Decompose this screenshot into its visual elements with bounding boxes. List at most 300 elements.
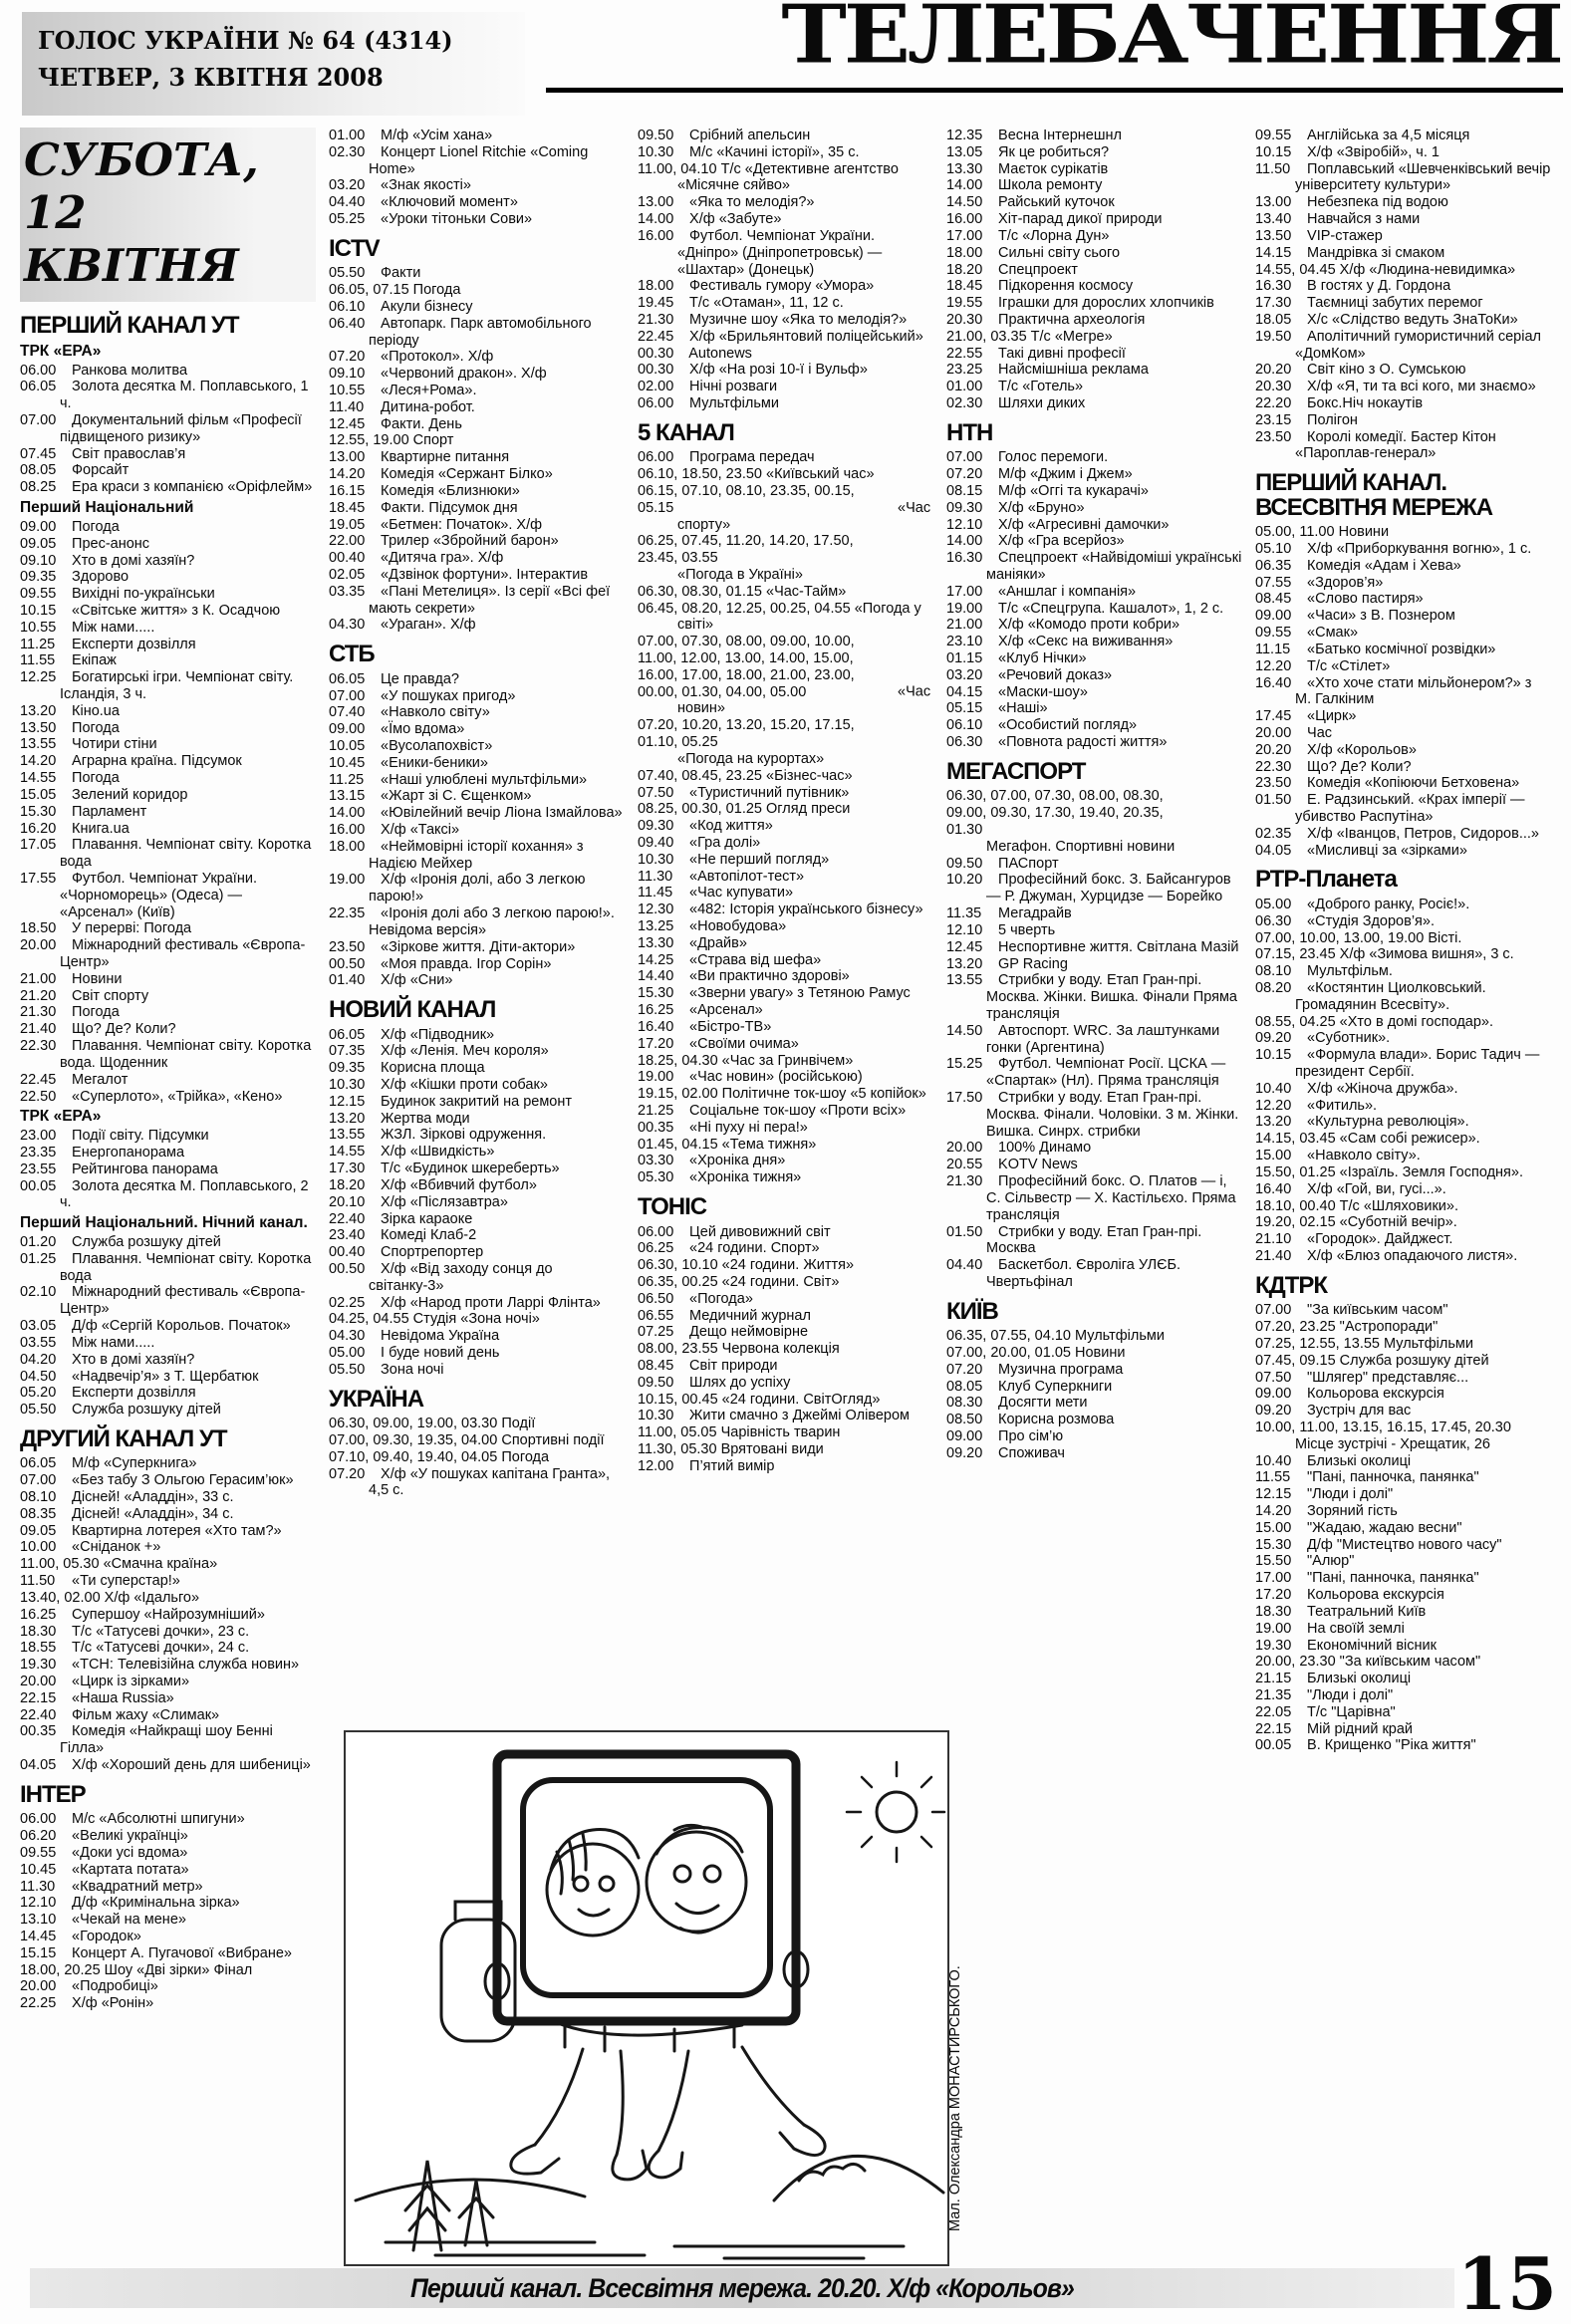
- listing-row: [1255, 980, 1551, 1014]
- listing-title: Т/с «Детективне агентство «Місячне сяйво»: [677, 160, 899, 194]
- listing-title: «Не перший погляд»: [689, 851, 830, 868]
- listing-title: Дещо неймовірне: [689, 1324, 809, 1341]
- listing-row: [946, 1140, 1242, 1157]
- listing-time: 08.50: [946, 1412, 983, 1428]
- channel-heading: ICTV: [329, 234, 380, 262]
- listing-time: 04.30: [329, 1328, 366, 1345]
- listing-row: [20, 821, 316, 838]
- listing-row: [329, 449, 625, 466]
- listing-row: [20, 1690, 316, 1707]
- listing-time: 23.50: [1255, 428, 1292, 445]
- listing-time: 14.00: [946, 533, 983, 550]
- listing-time: 07.50: [1255, 1369, 1292, 1386]
- listing-row: [20, 1145, 316, 1162]
- listing-row: [1255, 759, 1551, 776]
- listing-time: 20.00, 23.30: [1255, 1654, 1336, 1671]
- listing-title: Х/ф «Приборкування вогню», 1 с.: [1307, 541, 1532, 557]
- listing-time: 21.30: [946, 1173, 983, 1190]
- listing-row: [638, 379, 933, 395]
- listing-title: «Уроки тітоньки Сови»: [381, 211, 533, 228]
- listing-time: 12.55, 19.00: [329, 432, 409, 449]
- listing-title: Полігон: [1307, 411, 1358, 428]
- listing-time: 06.30: [1255, 912, 1292, 929]
- listing-time: 06.25: [638, 1240, 674, 1257]
- listing-title: Плавання. Чемпіонат світу. Коротка вода: [60, 837, 312, 871]
- listing-time: 11.55: [1255, 1469, 1291, 1486]
- listing-row: [1255, 675, 1551, 709]
- listing-title: Мій рідний край: [1307, 1720, 1414, 1737]
- listing-row: [638, 835, 933, 852]
- listing-row: [946, 634, 1242, 650]
- listing-row: [946, 194, 1242, 211]
- listing-row: [946, 161, 1242, 178]
- listing-time: 18.45: [946, 278, 983, 295]
- listing-time: 10.00: [20, 1539, 57, 1556]
- listing-row: [1255, 211, 1551, 228]
- listing-row: [1255, 312, 1551, 329]
- listing-title: Підкорення космосу: [998, 278, 1134, 295]
- listing-time: 23.50: [329, 938, 366, 955]
- listing-time: 13.55: [329, 1127, 366, 1144]
- listing-time: 09.05: [20, 535, 57, 552]
- listing-time: 16.00: [638, 227, 674, 244]
- listing-title: «Хто в домі господар».: [1339, 1013, 1494, 1030]
- listing-time: 11.25: [329, 771, 365, 788]
- listing-title: Мегафон. Спортивні новини: [986, 838, 1176, 855]
- listing-row: [329, 1261, 625, 1295]
- listing-title: Х/ф «Бруно»: [998, 499, 1085, 516]
- listing-row: [638, 1240, 933, 1257]
- listing-title: Соціальне ток-шоу «Проти всіх»: [689, 1102, 907, 1119]
- listing-time: 09.50: [946, 855, 983, 872]
- listing-title: «Навколо світу»: [381, 704, 490, 721]
- listing-time: 06.00: [20, 362, 57, 379]
- channel-heading: СТБ: [329, 641, 375, 668]
- listing-time: 10.40: [1255, 1452, 1292, 1469]
- listing-time: 23.00: [20, 1128, 57, 1145]
- listing-time: 13.40, 02.00: [20, 1589, 101, 1606]
- listing-time: 18.25, 04.30: [638, 1052, 718, 1069]
- listing-title: Вихідні по-українськи: [72, 586, 215, 603]
- listing-row: [329, 1295, 625, 1312]
- listing-time: 02.30: [329, 143, 366, 160]
- listing-title: «Маски-шоу»: [998, 683, 1088, 700]
- listing-row: [20, 1539, 316, 1556]
- listing-time: 15.30: [20, 803, 57, 820]
- listing-title: Чарівність тварин: [720, 1424, 841, 1441]
- listing-title: «Світське життя» з К. Осадчою: [72, 602, 281, 619]
- listing-title: Т/с «Готель»: [998, 379, 1084, 395]
- channel-heading: РТР-Планета: [1255, 866, 1397, 894]
- listing-title: «Ізраїль. Земля Господня».: [1339, 1163, 1523, 1180]
- listing-time: 14.55, 04.45: [1255, 261, 1336, 278]
- listing-time: 01.50: [946, 1223, 983, 1240]
- listing-time: 19.45: [638, 295, 674, 312]
- listing-time: 00.05: [20, 1177, 57, 1194]
- listing-time: 11.00, 04.10: [638, 160, 717, 177]
- listing-title: Квартирна лотерея «Хто там?»: [72, 1522, 282, 1539]
- listing-title: Навчайся з нами: [1307, 211, 1421, 228]
- listing-row: [20, 519, 316, 536]
- listing-row: [1255, 1353, 1551, 1370]
- listing-row: [20, 462, 316, 479]
- listing-row: [638, 852, 933, 869]
- listing-title: «Сніданок +»: [72, 1539, 161, 1556]
- listing-row: [946, 550, 1242, 584]
- listing-title: «Смачна країна»: [103, 1556, 218, 1573]
- listing-row: [638, 449, 933, 466]
- listing-time: 22.45: [638, 328, 674, 345]
- listing-title: «Леся+Рома».: [381, 383, 477, 399]
- listing-row: [20, 937, 316, 971]
- day-title-line2: 12 КВІТНЯ: [24, 186, 239, 293]
- listing-row: [20, 1640, 316, 1657]
- listing-row: [1255, 1469, 1551, 1486]
- listing-row: [946, 517, 1242, 534]
- listing-row: [1255, 1486, 1551, 1503]
- listing-time: 14.50: [946, 1022, 983, 1039]
- section-heading: Перший Національний. Нічний канал.: [20, 1214, 308, 1232]
- listing-title: Економічний вісник: [1307, 1637, 1437, 1654]
- listing-title: «Ти суперстар!»: [72, 1573, 180, 1590]
- listing-title: Золота десятка М. Поплавського, 2 ч.: [60, 1177, 309, 1211]
- listing-row: [1255, 429, 1551, 463]
- listing-title: «Наша Russia»: [72, 1689, 174, 1706]
- listing-title: Програма передач: [689, 449, 815, 466]
- masthead: [22, 12, 525, 116]
- listing-title: Автопарк. Парк автомобільного періоду: [369, 315, 592, 349]
- listing-row: [638, 1375, 933, 1392]
- listing-time: 17.55: [20, 870, 57, 887]
- listing-title: «Смак»: [1307, 625, 1359, 642]
- listing-time: 18.30: [1255, 1603, 1292, 1620]
- listing-time: 06.10: [946, 717, 983, 734]
- listing-title: «Навколо світу».: [1307, 1148, 1421, 1164]
- listing-row: [329, 1127, 625, 1144]
- listing-title: «24 години. Спорт»: [689, 1240, 820, 1257]
- listing-title: "Люди і долі": [1307, 1686, 1394, 1703]
- listing-row: [1255, 1520, 1551, 1537]
- listing-title: «Повнота радості життя»: [998, 734, 1168, 751]
- listing-time: 03.05: [20, 1318, 57, 1335]
- listing-time: 08.55, 04.25: [1255, 1013, 1336, 1030]
- listing-row: [1255, 963, 1551, 980]
- listing-row: [946, 856, 1242, 873]
- listing-row: [1255, 1537, 1551, 1554]
- listing-title: Факти: [381, 265, 421, 282]
- listing-time: 14.40: [638, 968, 674, 985]
- channel-heading: 5 КАНАЛ: [638, 418, 734, 446]
- listing-row: [1255, 295, 1551, 312]
- listing-row: [329, 738, 625, 755]
- listing-time: 06.30: [946, 734, 983, 751]
- listing-title: Х/ф «Комодо проти кобри»: [998, 617, 1180, 634]
- listing-title: Між нами.....: [72, 1334, 155, 1351]
- listing-title: Королі комедії. Бастер Кітон «Пароплав-генерал»: [1295, 428, 1496, 462]
- listing-time: 21.40: [20, 1021, 57, 1038]
- listing-time: 21.00: [946, 617, 983, 634]
- listing-title: Стрибки у воду. Етап Гран-прі. Москва. Фінали. Чоловіки. 3 м. Жінки. Вишка. Синрх. стрибки: [986, 1090, 1239, 1140]
- listing-title: "За київським часом": [1307, 1302, 1448, 1319]
- listing-row: [1255, 1621, 1551, 1638]
- listing-row: [946, 650, 1242, 667]
- listing-row: [638, 278, 933, 295]
- listing-row: [946, 295, 1242, 312]
- listing-title: Екіпаж: [72, 652, 117, 669]
- listing-title: Х/ф «Народ проти Ларрі Флінта»: [381, 1294, 601, 1311]
- listing-time: 10.15, 00.45: [638, 1391, 718, 1408]
- listing-row: [20, 1995, 316, 2012]
- listing-time: 18.45: [329, 499, 366, 516]
- listing-row: [20, 1757, 316, 1774]
- listing-row: [20, 1624, 316, 1641]
- listing-title: «Еники-беники»: [381, 754, 488, 771]
- listing-title: Таємниці забутих перемог: [1307, 295, 1483, 312]
- listing-title: Спецпроект «Найвідоміші українські маніяки»: [986, 550, 1242, 583]
- listing-row: [20, 837, 316, 871]
- listing-title: «Арсенал»: [689, 1002, 763, 1019]
- listing-row: [946, 395, 1242, 412]
- listing-title: М/ф «Оггі та кукарачі»: [998, 482, 1149, 499]
- listing-title: «Неймовірні історії кохання» з Надією Мейхер: [369, 838, 584, 872]
- listing-title: «Код життя»: [689, 818, 773, 835]
- listing-row: [20, 1335, 316, 1352]
- listing-title: Парламент: [72, 803, 147, 820]
- listing-time: 06.50: [638, 1290, 674, 1307]
- listing-title: Комедія «Найкращі шоу Бенні Гілла»: [60, 1723, 273, 1757]
- listing-row: [638, 935, 933, 952]
- listing-row: [20, 553, 316, 570]
- listing-row: [1255, 1503, 1551, 1520]
- listing-time: 11.40: [329, 398, 365, 415]
- listing-row: [20, 1962, 316, 1979]
- listing-row: [638, 1224, 933, 1241]
- listing-row: [1255, 1453, 1551, 1470]
- listing-row: [946, 717, 1242, 734]
- listing-row: [1255, 558, 1551, 575]
- listing-title: Футбол. Чемпіонат Росії. ЦСКА — «Спартак» (Нл). Пряма трансляція: [986, 1056, 1226, 1090]
- listing-row: [20, 1929, 316, 1945]
- listing-time: 05.15: [946, 700, 983, 717]
- listing-time: 04.20: [20, 1351, 57, 1368]
- listing-row: [1255, 1386, 1551, 1403]
- listing-title: «Городок». Дайджест.: [1307, 1231, 1453, 1248]
- listing-row: [946, 1157, 1242, 1173]
- day-title-line1: СУБОТА,: [24, 133, 259, 186]
- listing-time: 13.55: [946, 972, 983, 989]
- listing-time: 00.40: [329, 1244, 366, 1261]
- listing-row: [329, 211, 625, 228]
- listing-time: 10.15: [1255, 143, 1292, 160]
- listing-title: Професійний бокс. О. Платов — і, С. Сільвестр — Х. Кастільєхо. Пряма трансляція: [986, 1173, 1236, 1223]
- column-5: [1255, 128, 1551, 2261]
- listing-time: 11.55: [20, 652, 56, 669]
- listing-row: [20, 1178, 316, 1212]
- listing-title: Х/ф «Секс на виживання»: [998, 634, 1174, 650]
- listing-title: ПАСпорт: [998, 855, 1059, 872]
- listing-time: 10.45: [329, 754, 366, 771]
- cartoon-drawing: [346, 1732, 947, 2264]
- listing-title: «Своїми очима»: [689, 1035, 799, 1052]
- listing-row: [20, 1251, 316, 1285]
- listing-row: [329, 1211, 625, 1228]
- section-heading: ТРК «ЕРА»: [20, 342, 102, 360]
- listing-time: 09.35: [329, 1060, 366, 1077]
- listing-row: [1255, 930, 1551, 947]
- listing-title: Аграрна країна. Підсумок: [72, 753, 242, 770]
- listing-row: [946, 617, 1242, 634]
- listing-row: [329, 1043, 625, 1060]
- listing-title: «Зверни увагу» з Тетяною Рамус: [689, 985, 911, 1002]
- listing-row: [946, 1257, 1242, 1291]
- listing-title: «Хто хоче стати мільйонером?» з М. Галкіним: [1295, 674, 1532, 708]
- listing-title: Райський куточок: [998, 194, 1115, 211]
- listing-row: [329, 144, 625, 178]
- listing-row: [329, 194, 625, 211]
- listing-title: Мультфільми: [689, 395, 779, 411]
- listing-time: 21.00: [20, 970, 57, 987]
- listing-time: 07.40, 08.45, 23.25: [638, 767, 762, 784]
- listing-time: 13.50: [20, 719, 57, 736]
- listing-title: Експерти дозвілля: [72, 636, 196, 652]
- listing-time: 07.00, 10.00, 13.00, 19.00: [1255, 929, 1425, 946]
- listing-title: На своїй землі: [1307, 1620, 1405, 1637]
- listing-time: 12.25: [20, 669, 57, 686]
- listing-time: 11.50: [1255, 160, 1291, 177]
- listing-time: 05.00, 11.00: [1255, 524, 1335, 541]
- listing-row: [20, 1472, 316, 1489]
- listing-title: Зона ночі: [381, 1361, 444, 1378]
- listing-title: "За київським часом": [1339, 1654, 1481, 1671]
- listing-time: 16.40: [638, 1018, 674, 1035]
- listing-time: 13.00: [1255, 194, 1292, 211]
- listing-title: «24 години. СвітОгляд»: [721, 1391, 881, 1408]
- listing-row: [946, 1090, 1242, 1140]
- listing-title: Футбол. Чемпіонат України. «Чорноморець» (Одеса) — «Арсенал» (Київ): [60, 870, 257, 920]
- listing-row: [20, 1369, 316, 1386]
- listing-title: Неспортивне життя. Світлана Мазій: [998, 938, 1239, 955]
- listing-row: [1255, 1030, 1551, 1047]
- listing-row: [1255, 395, 1551, 412]
- listing-row: [946, 734, 1242, 751]
- listing-title: Плавання. Чемпіонат світу. Коротка вода. Щоденник: [60, 1038, 312, 1071]
- listing-row: [946, 1362, 1242, 1379]
- listing-row: [1255, 575, 1551, 592]
- listing-row: [329, 282, 625, 299]
- listing-title: Трилер «Збройний барон»: [381, 533, 559, 550]
- listing-title: «Час купувати»: [689, 885, 794, 902]
- listing-title: «Бізнес-час»: [766, 767, 853, 784]
- listing-row: [638, 785, 933, 802]
- listing-time: 11.30: [638, 868, 673, 885]
- listing-time: 16.40: [1255, 1180, 1292, 1197]
- listing-title: Х/ф «Агресивні дамочки»: [998, 516, 1170, 533]
- listing-title: «Туристичний путівник»: [689, 784, 850, 801]
- listing-title: «Жарт зі С. Єщенком»: [381, 788, 532, 805]
- listing-row: [638, 1069, 933, 1086]
- listing-row: [20, 1707, 316, 1724]
- listing-title: Міжнародний фестиваль «Європа-Центр»: [60, 937, 306, 970]
- listing-title: «Знак якості»: [381, 177, 471, 194]
- listing-time: 09.00: [1255, 608, 1292, 625]
- channel-heading: ІНТЕР: [20, 1780, 86, 1808]
- listing-row: [638, 466, 933, 483]
- listing-row: [1255, 913, 1551, 930]
- listing-row: [1255, 412, 1551, 429]
- listing-title: «Мисливці за «зірками»: [1307, 842, 1467, 859]
- listing-time: 17.00: [1255, 1570, 1292, 1587]
- listing-time: 09.00: [20, 518, 57, 535]
- listing-title: Кольорова екскурсія: [1307, 1386, 1444, 1403]
- listing-title: «Суботній вечір».: [1339, 1214, 1457, 1231]
- listing-time: 21.15: [1255, 1671, 1292, 1687]
- listing-title: І буде новий день: [381, 1345, 500, 1362]
- listing-time: 01.50: [1255, 792, 1292, 809]
- listing-title: Баскетбол. Євроліга УЛЄБ. Чвертьфінал: [986, 1257, 1181, 1290]
- listing-row: [638, 362, 933, 379]
- listing-title: Чотири стіни: [72, 736, 157, 753]
- listing-row: [1255, 1570, 1551, 1587]
- listing-time: 16.30: [946, 550, 983, 567]
- listing-title: ЖЗЛ. Зіркові одруження.: [381, 1127, 547, 1144]
- listing-time: 09.00: [1255, 1386, 1292, 1403]
- listing-time: 08.25: [20, 479, 57, 496]
- listing-title: «Доброго ранку, Росіє!».: [1307, 896, 1470, 912]
- listing-row: [638, 329, 933, 346]
- listing-time: 19.20, 02.15: [1255, 1214, 1336, 1231]
- listing-title: «Фитиль».: [1307, 1097, 1378, 1114]
- listing-row: [1255, 1671, 1551, 1687]
- listing-row: [946, 1445, 1242, 1462]
- listing-row: [329, 500, 625, 517]
- listing-time: 05.20: [20, 1385, 57, 1402]
- listing-row: [20, 753, 316, 770]
- listing-title: Погода: [72, 1004, 120, 1021]
- listing-row: [329, 1144, 625, 1161]
- listing-row: [20, 536, 316, 553]
- listing-title: В. Крищенко "Ріка життя": [1307, 1737, 1476, 1754]
- listing-time: 17.20: [638, 1035, 674, 1052]
- listing-time: 03.20: [946, 666, 983, 683]
- listing-time: 07.00, 09.30, 19.35, 04.00: [329, 1431, 498, 1448]
- listing-title: Т/с «Лорна Дун»: [998, 227, 1110, 244]
- listing-time: 12.00: [638, 1457, 674, 1474]
- listing-title: Нічні розваги: [689, 379, 778, 395]
- listing-time: 06.35, 07.55, 04.10: [946, 1328, 1071, 1345]
- listing-time: 06.15, 07.10, 08.10, 23.35, 00.15, 05.15: [638, 482, 855, 516]
- listing-row: [20, 363, 316, 380]
- listing-title: Маєток сурікатів: [998, 160, 1109, 177]
- listing-time: 03.35: [329, 583, 366, 600]
- listing-time: 14.20: [20, 753, 57, 770]
- listing-time: 06.05: [20, 1455, 57, 1472]
- listing-row: [638, 1153, 933, 1169]
- listing-row: [329, 1416, 625, 1432]
- listing-row: [20, 1455, 316, 1472]
- listing-title: Іграшки для дорослих хлопчиків: [998, 295, 1214, 312]
- listing-time: 12.15: [1255, 1486, 1292, 1503]
- listing-title: Т/с "Царівна": [1307, 1703, 1396, 1720]
- listing-time: 00.05: [1255, 1737, 1292, 1754]
- listing-time: 23.35: [20, 1144, 57, 1161]
- listing-time: 18.20: [329, 1176, 366, 1193]
- listing-title: Комедія «Сержант Білко»: [381, 466, 553, 483]
- listing-time: 10.20: [946, 872, 983, 889]
- listing-row: [20, 736, 316, 753]
- listing-title: Аполітичний гумористичний серіал «ДомКом»: [1295, 328, 1541, 362]
- listing-row: [20, 479, 316, 496]
- listing-time: 13.05: [946, 143, 983, 160]
